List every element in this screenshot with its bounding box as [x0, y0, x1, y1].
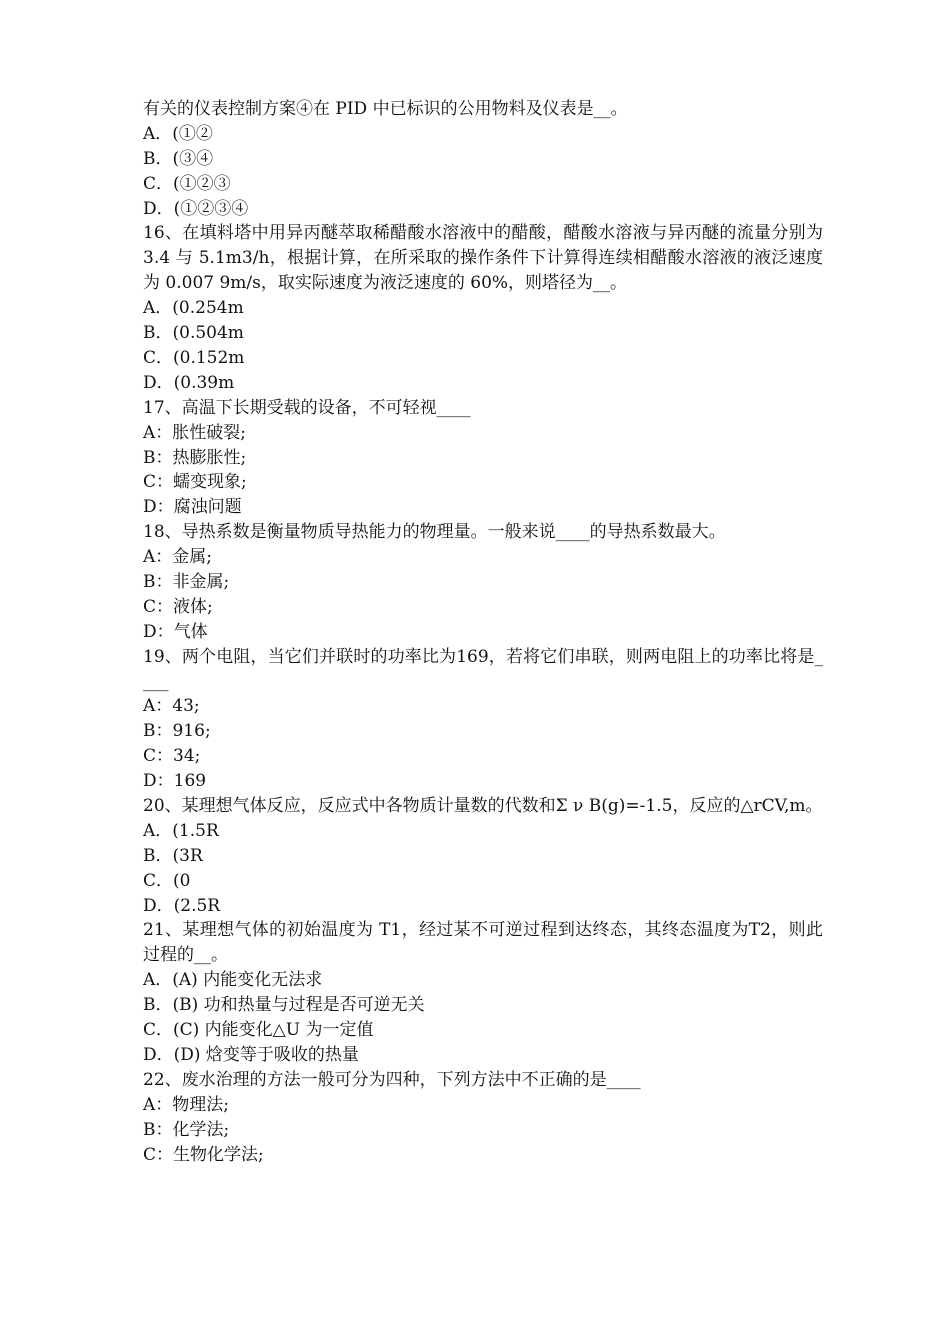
option-line: D：169 [143, 771, 207, 792]
option-line: D．(0.39m [143, 372, 235, 393]
option-line: A．(①② [143, 123, 213, 144]
option-line: C：液体; [143, 596, 213, 617]
option-line: C：蠕变现象; [143, 472, 247, 493]
option-line: C．(0 [143, 870, 191, 891]
question-19: 19、两个电阻，当它们并联时的功率比为169，若将它们串联，则两电阻上的功率比将是____ [143, 646, 823, 692]
option-line: B．(3R [143, 845, 203, 866]
option-line: A．(A) 内能变化无法求 [143, 970, 323, 991]
question-20: 20、某理想气体反应，反应式中各物质计量数的代数和Σ ν B(g)=-1.5，反应的△rCV,m。 [143, 796, 823, 817]
option-line: B．(0.504m [143, 323, 244, 344]
option-line: A：金属; [143, 547, 213, 568]
option-line: A：43; [143, 696, 200, 717]
option-line: A：胀性破裂; [143, 422, 247, 443]
question-16: 16、在填料塔中用异丙醚萃取稀醋酸水溶液中的醋酸，醋酸水溶液与异丙醚的流量分别为 3.4 与 5.1m3/h，根据计算，在所采取的操作条件下计算得连续相醋酸水溶液的液泛速度为 0.007 9m/s，取实际速度为液泛速度的 60%，则塔径为__。 [143, 223, 823, 294]
option-line: D．(D) 焓变等于吸收的热量 [143, 1044, 359, 1065]
option-line: B．(B) 功和热量与过程是否可逆无关 [143, 995, 425, 1016]
option-line: B：化学法; [143, 1119, 230, 1140]
option-line: B：热膨胀性; [143, 447, 247, 468]
option-line: B：非金属; [143, 571, 230, 592]
question-22: 22、废水治理的方法一般可分为四种，下列方法中不正确的是____ [143, 1069, 641, 1090]
text-line: 有关的仪表控制方案④在 PID 中已标识的公用物料及仪表是__。 [143, 99, 628, 119]
option-line: A．(1.5R [143, 820, 219, 841]
option-line: A．(0.254m [143, 298, 244, 319]
option-line: D．(2.5R [143, 895, 221, 916]
option-line: C：34; [143, 746, 201, 767]
option-line: C：生物化学法; [143, 1144, 264, 1165]
option-line: C．(C) 内能变化△U 为一定值 [143, 1020, 374, 1041]
option-line: D．(①②③④ [143, 198, 249, 219]
option-line: B．(③④ [143, 148, 214, 169]
option-line: A：物理法; [143, 1094, 230, 1115]
question-18: 18、导热系数是衡量物质导热能力的物理量。一般来说____的导热系数最大。 [143, 522, 726, 543]
option-line: C．(①②③ [143, 173, 231, 194]
question-17: 17、高温下长期受载的设备，不可轻视____ [143, 397, 471, 418]
option-line: D：腐浊问题 [143, 497, 242, 518]
document-page [143, 97, 823, 1167]
option-line: C．(0.152m [143, 347, 245, 368]
option-line: D：气体 [143, 621, 208, 642]
option-line: B：916; [143, 721, 211, 742]
question-21: 21、某理想气体的初始温度为 T1，经过某不可逆过程到达终态，其终态温度为T2，则此过程的__。 [143, 920, 823, 966]
